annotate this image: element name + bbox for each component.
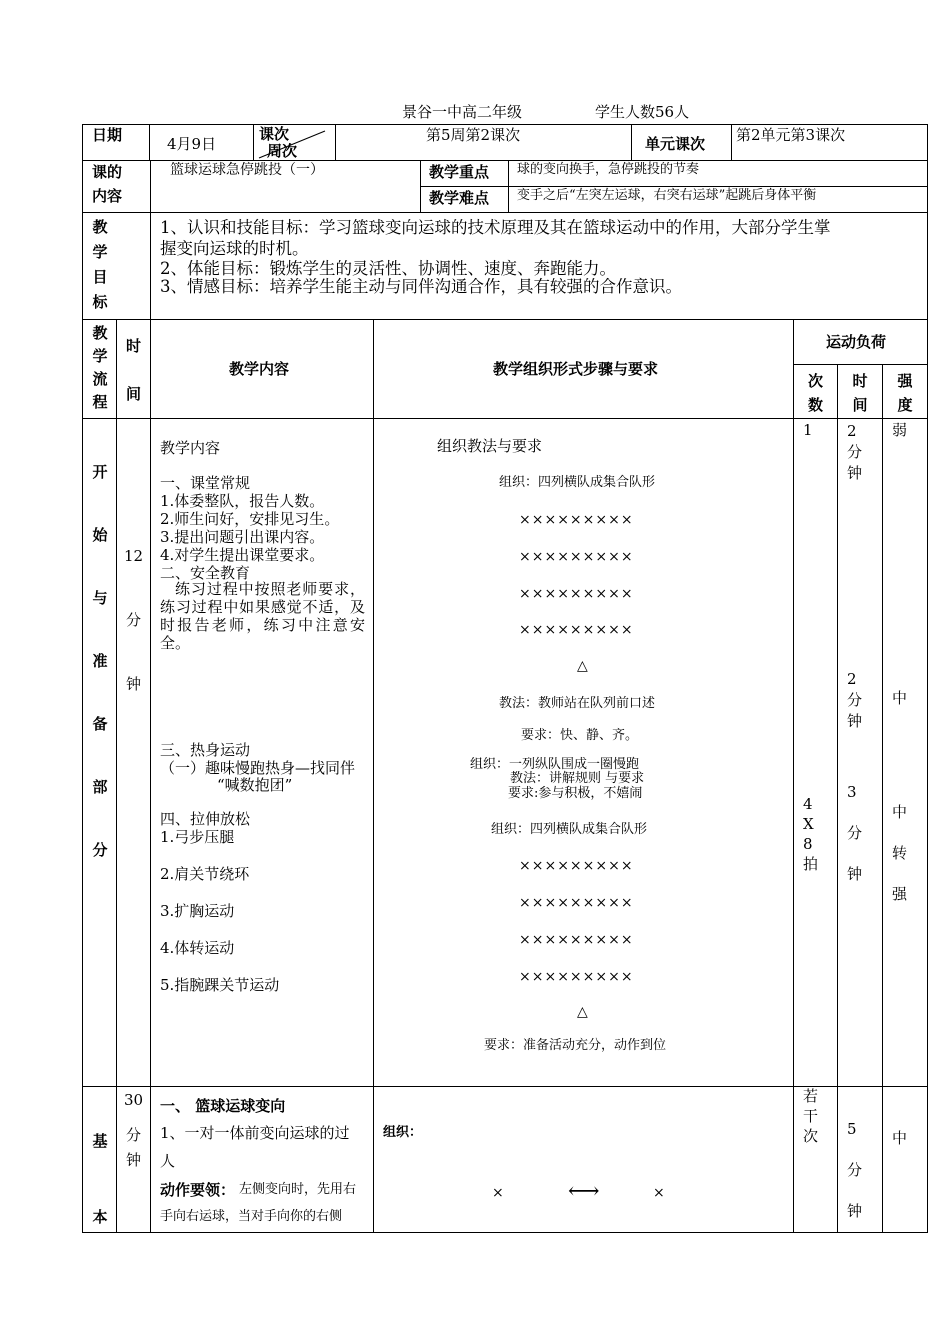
safety-text: 练习过程中按照老师要求，练习过程中如果感觉不适，及时报告老师，练习中注意安全。 [160, 580, 365, 652]
org-require-2: 要求:参与积极，不嬉闹 [508, 786, 643, 801]
key-point-label: 教学重点 [429, 163, 490, 181]
phase-basic: 基 本 [92, 1132, 108, 1226]
crossover-line-2: 人 [160, 1152, 176, 1170]
org-formation-3: 组织：四列横队成集合队形 [491, 822, 648, 837]
load-intensity-3: 中 转 强 [892, 803, 908, 903]
date-label: 日期 [92, 126, 123, 144]
school-grade: 景谷一中高二年级 [402, 103, 523, 121]
player-left: × [492, 1185, 504, 1201]
content-header: 教学内容 [229, 360, 290, 378]
formation-row: ××××××××× [519, 895, 634, 911]
student-count: 学生人数56人 [595, 103, 690, 121]
section2-intensity: 中 [892, 1129, 908, 1147]
org-method-2: 教法：讲解规则 与要求 [510, 771, 645, 786]
difficulty-label: 教学难点 [429, 189, 490, 207]
class-label: 课次 [259, 125, 290, 143]
intensity-header: 强 度 [897, 372, 913, 414]
goal-skill-cont: 握变向运球的时机。 [160, 239, 309, 258]
load-header: 运动负荷 [826, 333, 887, 351]
load-duration-1: 2 分 钟 [847, 422, 863, 482]
routine-item-1: 1.体委整队，报告人数。 [160, 492, 325, 510]
player-right: × [653, 1185, 665, 1201]
section2-duration: 5 分 钟 [847, 1120, 863, 1220]
org-title: 组织教法与要求 [437, 437, 543, 455]
content-title: 教学内容 [160, 439, 221, 457]
routine-item-3: 3.提出问题引出课内容。 [160, 528, 325, 546]
safety-heading: 二、安全教育 [160, 564, 251, 582]
warmup-item-1: （一）趣味慢跑热身—找同伴 [160, 759, 356, 777]
load-count-2: 4 X 8 拍 [803, 795, 819, 873]
org-formation-2: 组织：一列纵队围成一圈慢跑 [470, 757, 640, 772]
flow-header: 教 学 流 程 [92, 324, 108, 411]
formation-row: ××××××××× [519, 512, 634, 528]
teacher-triangle: △ [577, 1004, 588, 1020]
org-require-1: 要求：快、静、齐。 [521, 728, 639, 743]
goal-skill: 1、认识和技能目标：学习篮球变向运球的技术原理及其在篮球运动中的作用，大部分学生掌 [160, 218, 831, 237]
dribble-heading: 一、 篮球运球变向 [160, 1097, 286, 1115]
week-class-value: 第5周第2课次 [426, 126, 521, 144]
load-intensity-1: 弱 [892, 421, 908, 439]
unit-value: 第2单元第3课次 [736, 126, 846, 144]
date-value: 4月9日 [167, 135, 217, 153]
routine-item-2: 2.师生问好，安排见习生。 [160, 510, 340, 528]
stretch-item-4: 4.体转运动 [160, 939, 235, 957]
week-label: 周次 [267, 142, 298, 160]
unit-label: 单元课次 [645, 135, 706, 153]
formation-row: ××××××××× [519, 586, 634, 602]
teacher-triangle: △ [577, 658, 588, 674]
stretch-heading: 四、拉伸放松 [160, 810, 251, 828]
duration-header: 时 间 [852, 372, 868, 414]
formation-row: ××××××××× [519, 858, 634, 874]
stretch-item-2: 2.肩关节绕环 [160, 865, 250, 883]
load-duration-2: 2 分 钟 [847, 670, 863, 730]
formation-row: ××××××××× [519, 622, 634, 638]
crossover-line-1: 1、一对一体前变向运球的过 [160, 1124, 350, 1142]
goal-fitness: 2、体能目标：锻炼学生的灵活性、协调性、速度、奔跑能力。 [160, 259, 616, 278]
routine-heading: 一、课堂常规 [160, 474, 251, 492]
section2-time: 30 分 钟 [123, 1091, 144, 1169]
load-intensity-2: 中 [892, 689, 908, 707]
warmup-heading: 三、热身运动 [160, 741, 251, 759]
content-label-2: 内容 [92, 187, 123, 205]
warmup-item-2: “喊数抱团” [217, 776, 293, 794]
stretch-item-5: 5.指腕踝关节运动 [160, 976, 280, 994]
content-label: 课的 [92, 163, 123, 181]
org-formation-1: 组织：四列横队成集合队形 [499, 475, 656, 490]
stretch-item-3: 3.扩胸运动 [160, 902, 235, 920]
technique-label: 动作要领： [160, 1181, 236, 1199]
section1-time: 12 分 钟 [123, 547, 144, 693]
section2-count: 若 干 次 [803, 1087, 819, 1145]
load-duration-3: 3 分 钟 [847, 783, 863, 883]
org-require-3: 要求：准备活动充分，动作到位 [484, 1038, 667, 1053]
key-point-value: 球的变向换手，急停跳投的节奏 [517, 162, 700, 177]
double-arrow-icon: ⟷ [568, 1179, 600, 1204]
formation-row: ××××××××× [519, 932, 634, 948]
routine-item-4: 4.对学生提出课堂要求。 [160, 546, 325, 564]
phase-start-prep: 开 始 与 准 备 部 分 [92, 463, 108, 859]
formation-row: ××××××××× [519, 549, 634, 565]
difficulty-value: 变手之后“左突左运球，右突右运球”起跳后身体平衡 [517, 188, 817, 203]
org-label: 组织： [383, 1125, 423, 1140]
count-header: 次 数 [807, 372, 823, 414]
formation-row: ××××××××× [519, 969, 634, 985]
time-header: 时 间 [125, 337, 141, 403]
load-count-1: 1 [803, 421, 813, 439]
technique-text-2: 手向右运球，当对手向你的右侧 [160, 1209, 343, 1224]
goal-emotion: 3、情感目标：培养学生能主动与同伴沟通合作，具有较强的合作意识。 [160, 277, 682, 296]
stretch-item-1: 1.弓步压腿 [160, 828, 235, 846]
org-method-1: 教法：教师站在队列前口述 [499, 696, 656, 711]
technique-text-1: 左侧变向时，先用右 [239, 1182, 357, 1197]
lesson-content: 篮球运球急停跳投（一） [170, 162, 324, 178]
goals-label: 教 学 目 标 [92, 218, 108, 311]
organization-header: 教学组织形式步骤与要求 [493, 360, 659, 378]
